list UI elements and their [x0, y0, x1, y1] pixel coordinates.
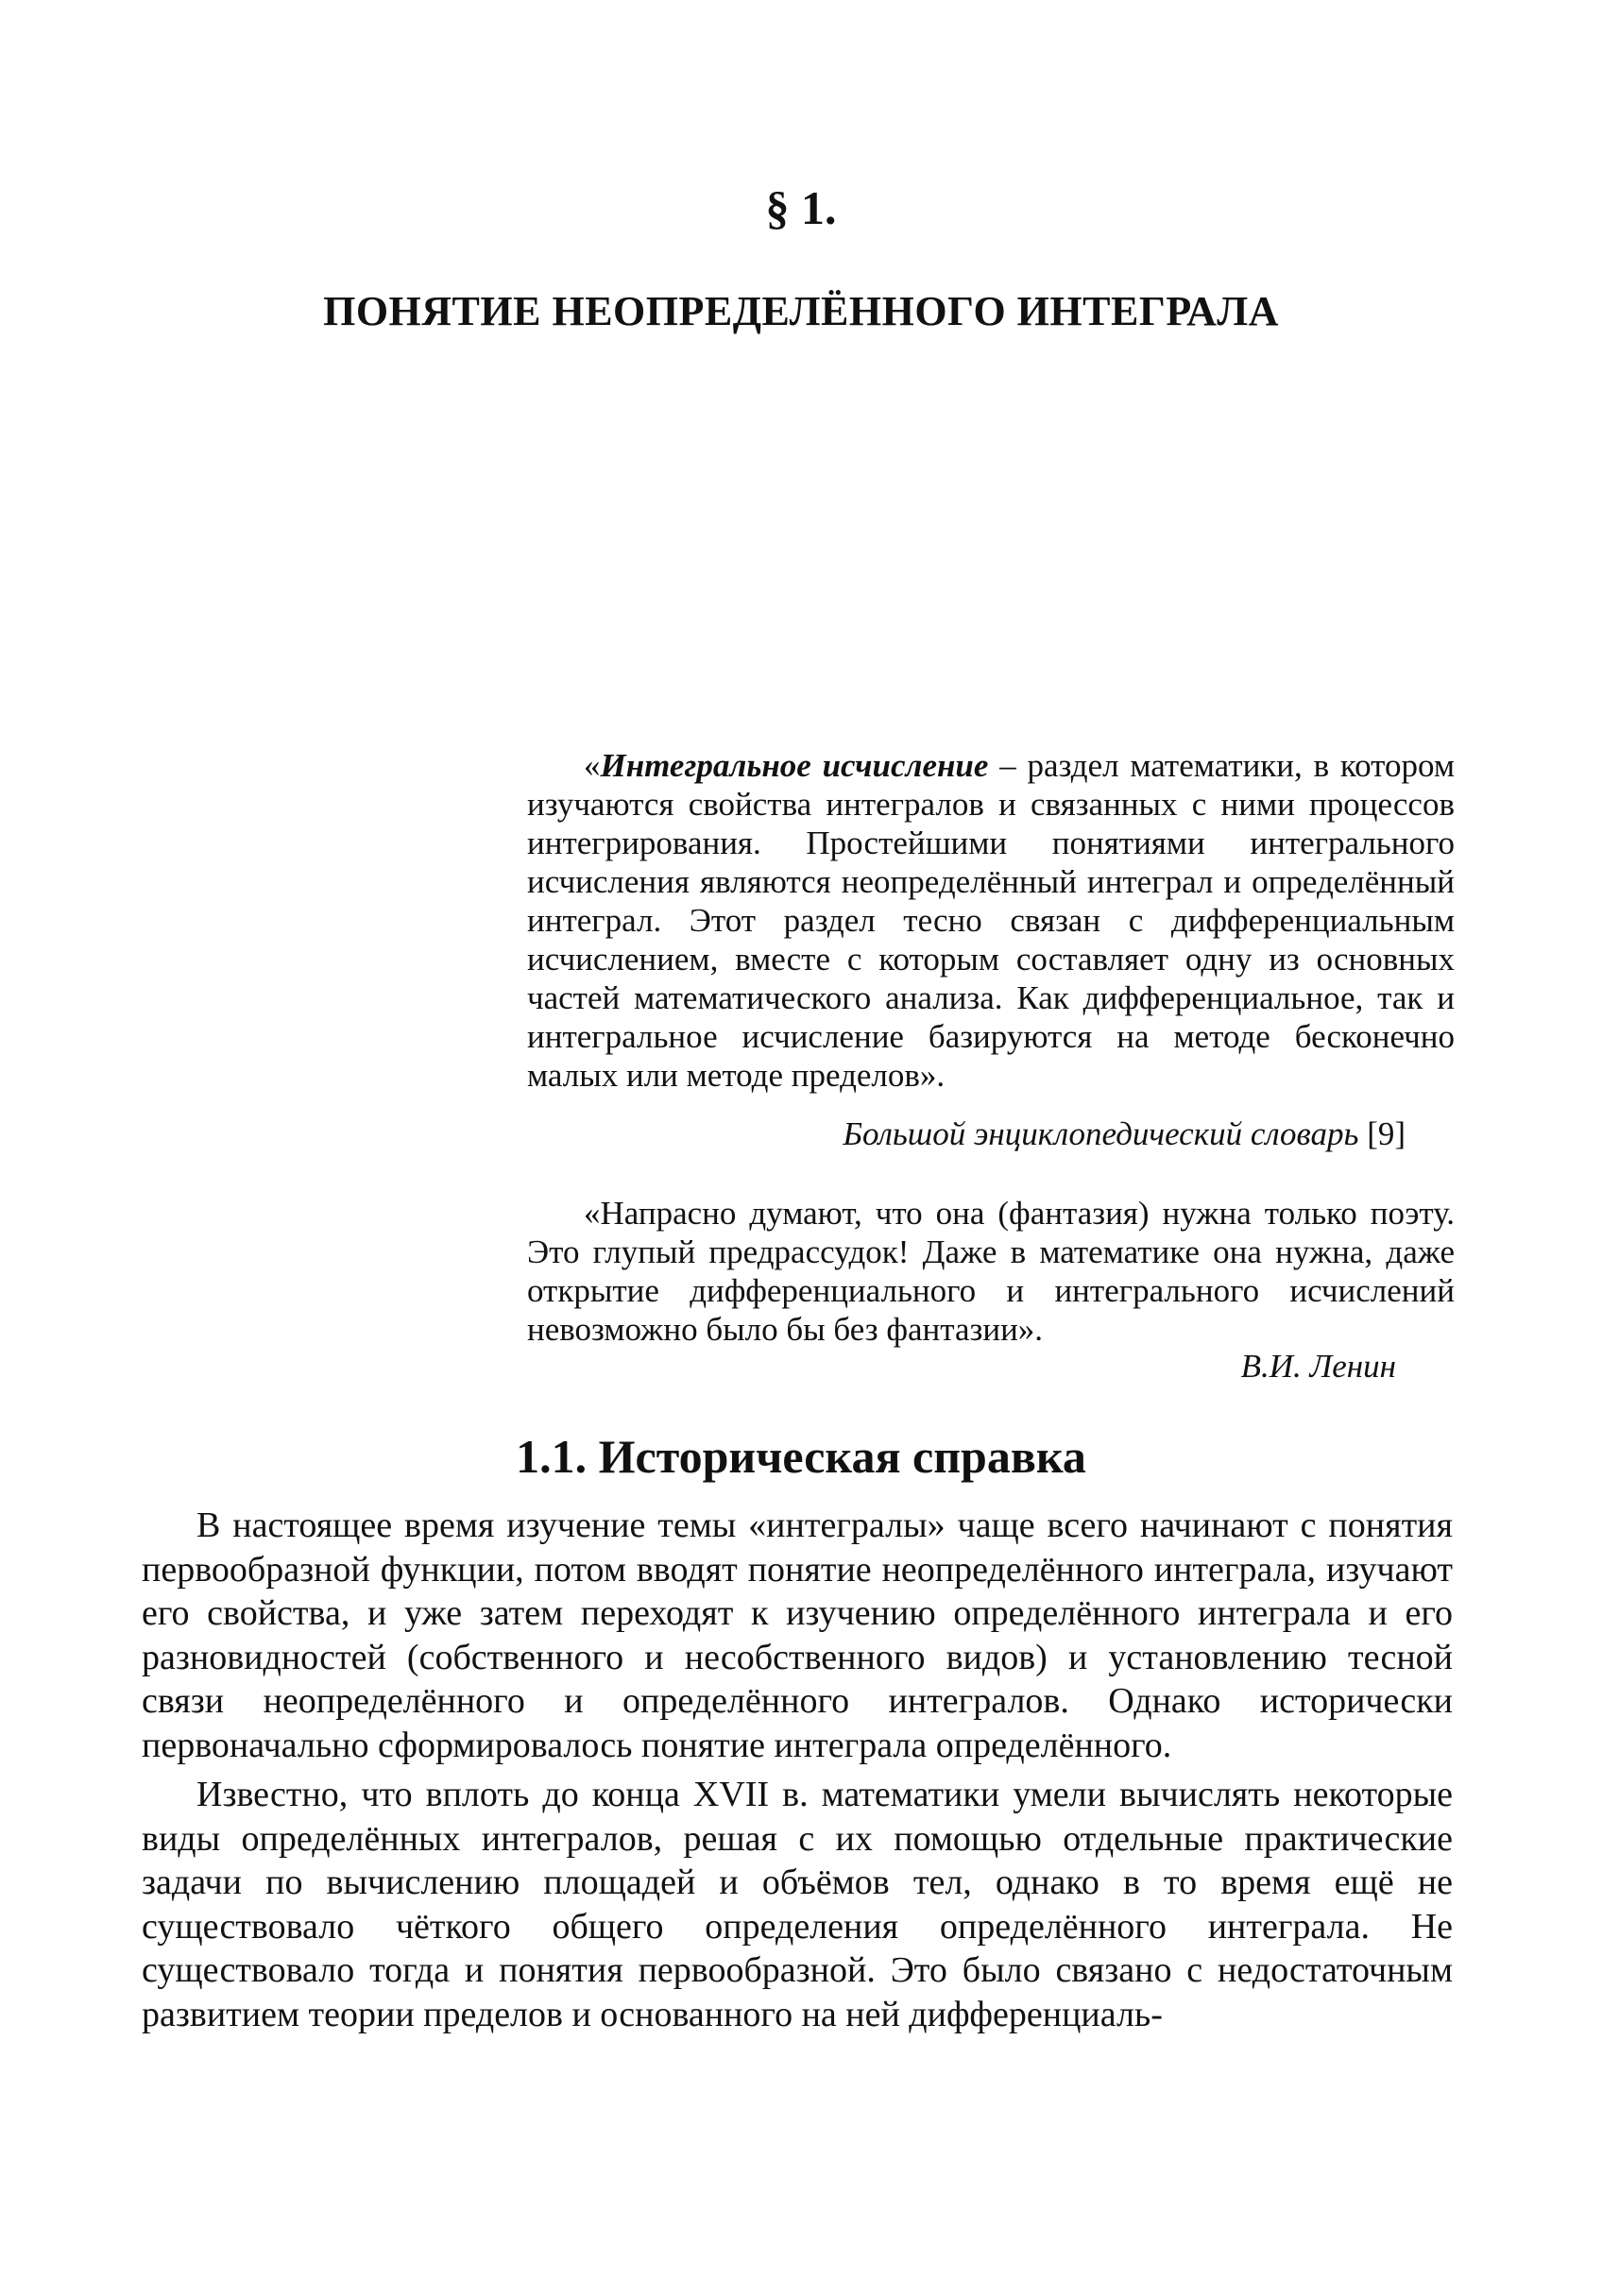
- epigraph-source: [843, 1114, 1406, 1153]
- epigraph-lenin: [527, 1194, 1455, 1349]
- epigraph-open-quote: «: [584, 747, 601, 784]
- epigraph-reference: [9]: [1358, 1115, 1406, 1152]
- subsection-title: 1.1. Историческая справка: [516, 1430, 1086, 1483]
- paragraph: В настоящее время изучение темы «интегралы» чаще всего начинают с понятия первообразной функции, потом вводят понятие неопределённого интеграла, изучают его свойства, и уже затем переходят к изучению определённого интеграла и его разновидностей (собственного и несобственного видов) и установлению тесной связи неопределённого и определённого интегралов. Однако исторически первоначально сформировалось понятие интеграла определённого.: [142, 1505, 1453, 1765]
- epigraph-text: [527, 746, 1455, 1095]
- epigraph-body: – раздел математики, в котором изучаются свойства интегралов и связанных с ними процессов интегрирования. Простейшими понятиями интегрального исчисления являются неопределённый интеграл и определённый интеграл. Этот раздел тесно связан с дифференциальным исчислением, вместе с которым составляет одну из основных частей математического анализа. Как дифференциальное, так и интегральное исчисление базируются на методе бесконечно малых или методе пределов».: [527, 747, 1455, 1094]
- paragraph: Известно, что вплоть до конца XVII в. математики умели вычислять некоторые виды определённых интегралов, решая с их помощью отдельные практические задачи по вычислению площадей и объёмов тел, однако в то время ещё не существовало чёткого общего определения определённого интеграла. Не существовало тогда и понятия первообразной. Это было связано с недостаточным развитием теории пределов и основанного на ней дифференциаль-: [142, 1775, 1453, 2034]
- epigraph-text: «Напрасно думают, что она (фантазия) нужна только поэту. Это глупый предрассудок! Даже в математике она нужна, даже открытие дифференциального и интегрального исчислений невозможно было бы без фантазии».: [527, 1195, 1455, 1348]
- epigraph-source-name: В.И. Ленин: [1240, 1348, 1396, 1385]
- epigraph-source-name: Большой энциклопедический словарь: [843, 1115, 1359, 1152]
- epigraph-encyclopedia: [527, 746, 1455, 1095]
- section-number: § 1.: [765, 181, 837, 234]
- epigraph-term: Интегральное исчисление: [600, 747, 989, 784]
- epigraph-source: [1241, 1347, 1396, 1386]
- section-title: ПОНЯТИЕ НЕОПРЕДЕЛЁННОГО ИНТЕГРАЛА: [323, 288, 1279, 334]
- body-text: [142, 1504, 1453, 2042]
